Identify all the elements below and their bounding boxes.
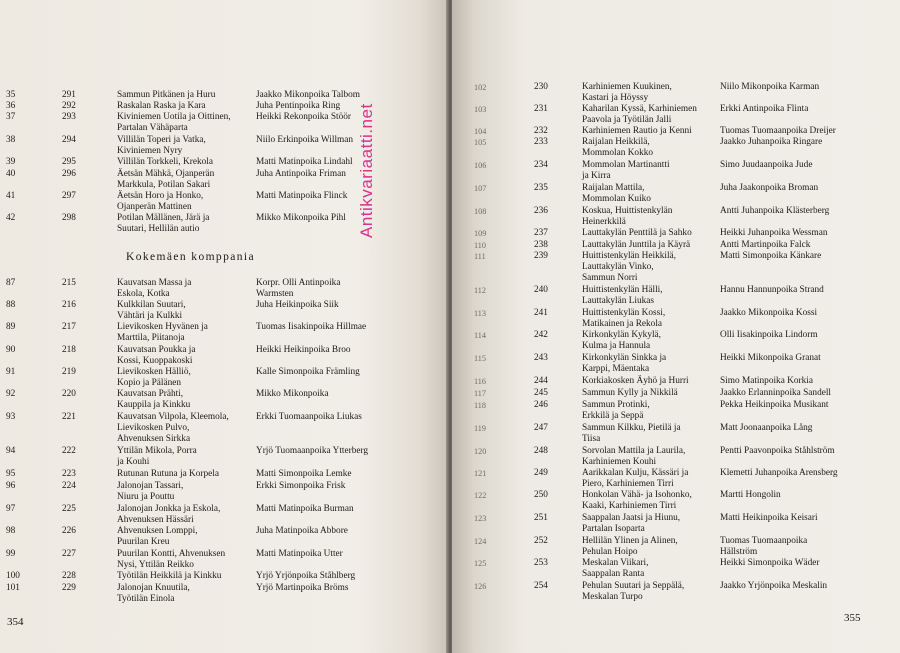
farm-names: Yttilän Mikola, Porra ja Kouhi [117, 446, 197, 468]
entry-number: 92 [6, 389, 16, 399]
entry-number: 42 [6, 213, 16, 223]
farm-names: Äetsän Horo ja Honko, Ojanperän Mattinen [117, 191, 204, 213]
entry-number: 104 [474, 127, 487, 136]
soldier-name: Martti Hongolin [720, 490, 781, 500]
entry-number: 35 [6, 90, 16, 100]
page-number: 354 [7, 616, 24, 628]
farm-number: 226 [62, 526, 76, 536]
soldier-name: Matti Simonpoika Lemke [256, 469, 352, 479]
farm-names: Jalonojan Tassari, Niuru ja Pouttu [117, 481, 184, 503]
farm-number: 236 [534, 206, 548, 216]
entry-number: 96 [6, 481, 16, 491]
entry-number: 38 [6, 135, 16, 145]
soldier-name: Jaakko Yrjönpoika Meskalin [720, 581, 828, 591]
farm-names: Raskalan Raska ja Kara [117, 101, 206, 111]
entry-number: 87 [6, 278, 16, 288]
farm-names: Meskalan Viikari, Saappalan Ranta [582, 558, 649, 580]
farm-names: Kaharilan Kyssä, Karhiniemen Paavola ja Työtilän Jalli [582, 104, 697, 126]
farm-number: 242 [534, 330, 548, 340]
watermark: Antikvariaatti.net [357, 103, 376, 238]
entry-number: 91 [6, 367, 16, 377]
farm-number: 217 [62, 322, 76, 332]
entry-number: 88 [6, 300, 16, 310]
farm-names: Rutunan Rutuna ja Korpela [117, 469, 219, 479]
farm-number: 218 [62, 345, 76, 355]
soldier-name: Tuomas Tuomaanpoika Hällström [720, 536, 808, 558]
soldier-name: Jaakko Erlanninpoika Sandell [720, 388, 832, 398]
farm-names: Sammun Protinki, Erkkilä ja Seppä [582, 400, 650, 422]
soldier-name: Mikko Mikonpoika Pihl [256, 213, 346, 223]
farm-number: 216 [62, 300, 76, 310]
entry-number: 103 [474, 105, 487, 114]
soldier-name: Juha Jaakonpoika Broman [720, 183, 819, 193]
entry-number: 98 [6, 526, 16, 536]
farm-names: Aarikkalan Kulju, Kässäri ja Piero, Karhiniemen Tirri [582, 468, 689, 490]
farm-number: 233 [534, 137, 548, 147]
soldier-name: Jaakko Mikonpoika Talbom [256, 90, 361, 100]
entry-number: 99 [6, 549, 16, 559]
farm-number: 234 [534, 160, 548, 170]
entry-number: 108 [474, 207, 487, 216]
farm-names: Jalonojan Knuutila, Työtilän Einola [117, 583, 190, 605]
farm-names: Huittistenkylän Kossi, Matikainen ja Rekola [582, 308, 666, 330]
farm-number: 254 [534, 581, 548, 591]
farm-names: Lauttakylän Penttilä ja Sahko [582, 228, 692, 238]
entry-number: 122 [474, 491, 487, 500]
farm-names: Puurilan Kontti, Ahvenuksen Nysi, Yttilän Reikko [117, 549, 226, 571]
farm-names: Ahvenuksen Lomppi, Puurilan Kreu [117, 526, 198, 548]
farm-names: Huittistenkylän Heikkilä, Lauttakylän Vinko, Sammun Norri [582, 251, 676, 284]
entry-number: 109 [474, 229, 487, 238]
entry-number: 106 [474, 161, 487, 170]
farm-number: 251 [534, 513, 548, 523]
farm-names: Raijalan Heikkilä, Mommolan Kokko [582, 137, 654, 159]
soldier-name: Matti Matinpoika Lindahl [256, 157, 353, 167]
farm-names: Villilän Torkkeli, Krekola [117, 157, 213, 167]
soldier-name: Matti Simonpoika Känkare [720, 251, 822, 261]
farm-number: 232 [534, 126, 548, 136]
farm-names: Saappalan Jaatsi ja Hiunu, Partalan Isoparta [582, 513, 681, 535]
soldier-name: Niilo Erkinpoika Willman [256, 135, 354, 145]
entry-number: 125 [474, 559, 487, 568]
soldier-name: Heikki Heikinpoika Broo [256, 345, 351, 355]
farm-number: 219 [62, 367, 76, 377]
farm-names: Äetsän Mähkä, Ojanperän Markkula, Potilan Sakari [117, 169, 215, 191]
farm-number: 227 [62, 549, 76, 559]
soldier-name: Heikki Mikonpoika Granat [720, 353, 821, 363]
farm-number: 244 [534, 376, 548, 386]
soldier-name: Antti Juhanpoika Klästerberg [720, 206, 830, 216]
farm-names: Karhiniemen Kuukinen, Kastari ja Höyssy [582, 82, 672, 104]
farm-names: Raijalan Mattila, Mommolan Kuiko [582, 183, 651, 205]
farm-number: 298 [62, 213, 76, 223]
farm-names: Lievikosken Hälliö, Kopio ja Pälänen [117, 367, 191, 389]
entry-number: 121 [474, 469, 487, 478]
farm-number: 238 [534, 240, 548, 250]
entry-number: 95 [6, 469, 16, 479]
entry-number: 37 [6, 112, 16, 122]
farm-number: 215 [62, 278, 76, 288]
farm-number: 225 [62, 504, 76, 514]
farm-names: Villilän Toperi ja Vatka, Kiviniemen Nyry [117, 135, 206, 157]
soldier-name: Heikki Juhanpoika Wessman [720, 228, 828, 238]
entry-number: 40 [6, 169, 16, 179]
soldier-name: Yrjö Martinpoika Bröms [256, 583, 349, 593]
farm-number: 252 [534, 536, 548, 546]
entry-number: 110 [474, 241, 486, 250]
farm-number: 294 [62, 135, 76, 145]
entry-number: 97 [6, 504, 16, 514]
farm-names: Pehulan Suutari ja Seppälä, Meskalan Turpo [582, 581, 685, 603]
farm-number: 240 [534, 285, 548, 295]
section-heading: Kokemäen komppania [126, 251, 255, 263]
entry-number: 117 [474, 389, 486, 398]
entry-number: 124 [474, 537, 487, 546]
page-number: 355 [844, 612, 861, 624]
farm-number: 297 [62, 191, 76, 201]
farm-names: Jalonojan Jonkka ja Eskola, Ahvenuksen Hässäri [117, 504, 221, 526]
soldier-name: Yrjö Yrjönpoika Ståhlberg [256, 571, 356, 581]
farm-names: Työtilän Heikkilä ja Kinkku [117, 571, 222, 581]
farm-number: 292 [62, 101, 76, 111]
farm-names: Mommolan Martinantti ja Kirra [582, 160, 670, 182]
entry-number: 111 [474, 252, 486, 261]
soldier-name: Korpr. Olli Antinpoika Warmsten [256, 278, 341, 300]
farm-names: Kulkkilan Suutari, Vähtäri ja Kulkki [117, 300, 186, 322]
farm-number: 222 [62, 446, 76, 456]
entry-number: 94 [6, 446, 16, 456]
farm-number: 245 [534, 388, 548, 398]
farm-names: Kirkonkylän Sinkka ja Karppi, Mäentaka [582, 353, 667, 375]
farm-names: Honkolan Vähä- ja Isohonko, Kaaki, Karhiniemen Tirri [582, 490, 692, 512]
farm-number: 250 [534, 490, 548, 500]
farm-number: 296 [62, 169, 76, 179]
farm-number: 237 [534, 228, 548, 238]
soldier-name: Antti Martinpoika Falck [720, 240, 811, 250]
soldier-name: Juha Matinpoika Abbore [256, 526, 348, 536]
soldier-name: Tuomas Tuomaanpoika Dreijer [720, 126, 836, 136]
farm-names: Sammun Kilkku, Pietilä ja Tiisa [582, 423, 681, 445]
farm-number: 248 [534, 446, 548, 456]
soldier-name: Matt Joonaanpoika Lång [720, 423, 813, 433]
farm-number: 249 [534, 468, 548, 478]
soldier-name: Juha Heikinpoika Siik [256, 300, 339, 310]
farm-number: 243 [534, 353, 548, 363]
farm-number: 221 [62, 412, 76, 422]
soldier-name: Niilo Mikonpoika Karman [720, 82, 820, 92]
entry-number: 90 [6, 345, 16, 355]
soldier-name: Erkki Tuomaanpoika Liukas [256, 412, 362, 422]
farm-names: Sammun Pitkänen ja Huru [117, 90, 216, 100]
soldier-name: Simo Juudaanpoika Jude [720, 160, 813, 170]
soldier-name: Heikki Rekonpoika Stöör [256, 112, 352, 122]
entry-number: 101 [6, 583, 20, 593]
farm-names: Kauvatsan Prähti, Kauppila ja Kinkku [117, 389, 191, 411]
farm-number: 235 [534, 183, 548, 193]
entry-number: 126 [474, 582, 487, 591]
farm-names: Sorvolan Mattila ja Laurila, Karhiniemen Kouhi [582, 446, 686, 468]
soldier-name: Erkki Simonpoika Frisk [256, 481, 346, 491]
soldier-name: Jaakko Mikonpoika Kossi [720, 308, 818, 318]
soldier-name: Kalle Simonpoika Främling [256, 367, 360, 377]
entry-number: 39 [6, 157, 16, 167]
farm-number: 220 [62, 389, 76, 399]
farm-names: Huittistenkylän Hälli, Lauttakylän Liukas [582, 285, 663, 307]
farm-number: 230 [534, 82, 548, 92]
entry-number: 115 [474, 354, 486, 363]
soldier-name: Juha Antinpoika Friman [256, 169, 346, 179]
soldier-name: Matti Heikinpoika Keisari [720, 513, 818, 523]
farm-names: Kiviniemen Uotila ja Oittinen, Partalan Vähäparta [117, 112, 231, 134]
farm-names: Korkiakosken Äyhö ja Hurri [582, 376, 689, 386]
farm-names: Sammun Kylly ja Nikkilä [582, 388, 678, 398]
farm-names: Kauvatsan Massa ja Eskola, Kotka [117, 278, 192, 300]
entry-number: 93 [6, 412, 16, 422]
farm-number: 246 [534, 400, 548, 410]
soldier-name: Jaakko Juhanpoika Ringare [720, 137, 823, 147]
entry-number: 89 [6, 322, 16, 332]
farm-names: Lauttakylän Junttila ja Käyrä [582, 240, 691, 250]
farm-number: 253 [534, 558, 548, 568]
farm-number: 291 [62, 90, 76, 100]
entry-number: 107 [474, 184, 487, 193]
soldier-name: Matti Matinpoika Flinck [256, 191, 348, 201]
farm-names: Lievikosken Hyvänen ja Marttila, Piitanoja [117, 322, 208, 344]
farm-number: 224 [62, 481, 76, 491]
entry-number: 113 [474, 309, 486, 318]
entry-number: 102 [474, 83, 487, 92]
entry-number: 105 [474, 138, 487, 147]
farm-number: 223 [62, 469, 76, 479]
soldier-name: Heikki Simonpoika Wäder [720, 558, 820, 568]
soldier-name: Simo Matinpoika Korkia [720, 376, 813, 386]
soldier-name: Yrjö Tuomaanpoika Ytterberg [256, 446, 369, 456]
soldier-name: Erkki Antinpoika Flinta [720, 104, 809, 114]
entry-number: 116 [474, 377, 486, 386]
right-page [452, 0, 900, 653]
farm-names: Kirkonkylän Kykylä, Kulma ja Hannula [582, 330, 662, 352]
soldier-name: Tuomas Iisakinpoika Hillmae [256, 322, 367, 332]
soldier-name: Juha Pentinpoika Ring [256, 101, 341, 111]
soldier-name: Olli Iisakinpoika Lindorm [720, 330, 818, 340]
farm-number: 229 [62, 583, 76, 593]
farm-names: Hellilän Ylinen ja Alinen, Pehulan Hoipo [582, 536, 678, 558]
farm-number: 241 [534, 308, 548, 318]
farm-number: 293 [62, 112, 76, 122]
entry-number: 118 [474, 401, 486, 410]
entry-number: 100 [6, 571, 20, 581]
entry-number: 41 [6, 191, 16, 201]
farm-names: Kauvatsan Vilpola, Kleemola, Lievikosken Pulvo, Ahvenuksen Sirkka [117, 412, 229, 445]
farm-names: Potilan Mällänen, Järä ja Suutari, Hellilän autio [117, 213, 210, 235]
farm-names: Karhiniemen Rautio ja Kenni [582, 126, 692, 136]
entry-number: 36 [6, 101, 16, 111]
farm-number: 228 [62, 571, 76, 581]
soldier-name: Pentti Paavonpoika Ståhlström [720, 446, 835, 456]
soldier-name: Hannu Hannunpoika Strand [720, 285, 824, 295]
farm-names: Koskua, Huittistenkylän Heinerkkilä [582, 206, 673, 228]
soldier-name: Klemetti Juhanpoika Arensberg [720, 468, 838, 478]
left-page [0, 0, 448, 653]
entry-number: 119 [474, 424, 486, 433]
soldier-name: Matti Matinpoika Burman [256, 504, 354, 514]
farm-number: 231 [534, 104, 548, 114]
farm-number: 247 [534, 423, 548, 433]
entry-number: 112 [474, 286, 486, 295]
entry-number: 123 [474, 514, 487, 523]
entry-number: 114 [474, 331, 486, 340]
farm-number: 295 [62, 157, 76, 167]
farm-number: 239 [534, 251, 548, 261]
entry-number: 120 [474, 447, 487, 456]
soldier-name: Mikko Mikonpoika [256, 389, 329, 399]
soldier-name: Pekka Heikinpoika Musikant [720, 400, 829, 410]
farm-names: Kauvatsan Poukka ja Kossi, Kuoppakoski [117, 345, 196, 367]
soldier-name: Matti Matinpoika Utter [256, 549, 343, 559]
